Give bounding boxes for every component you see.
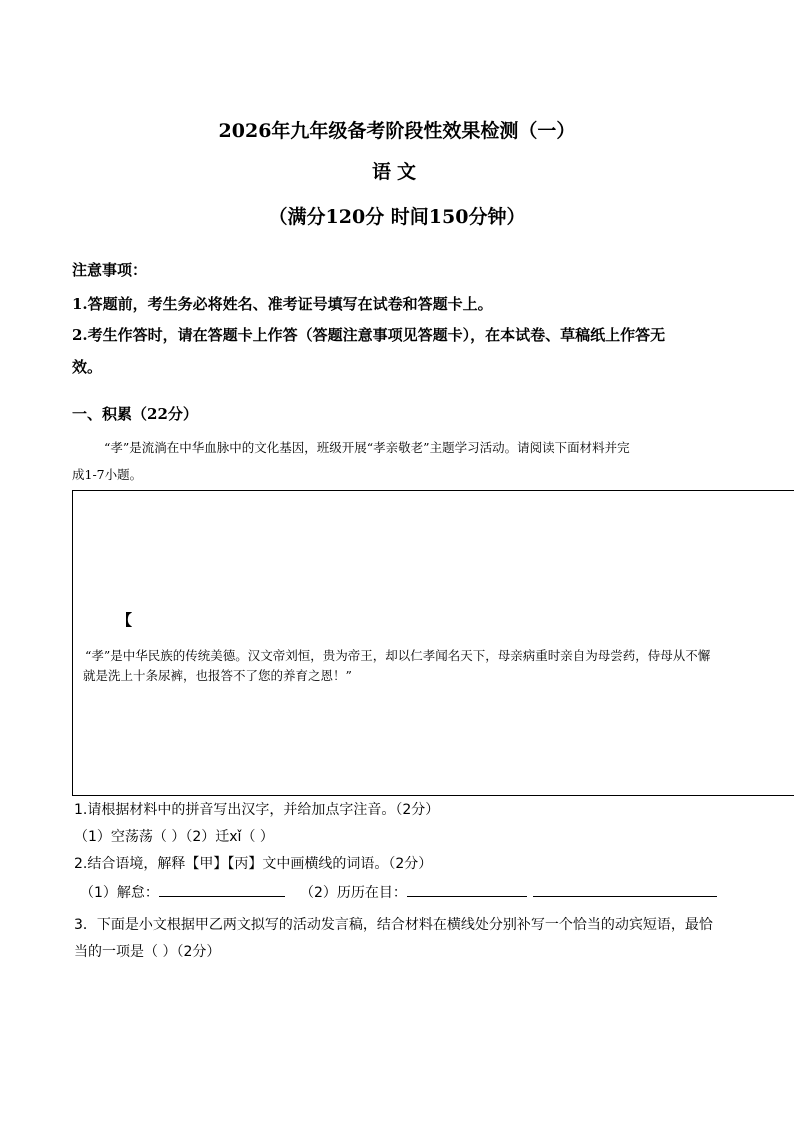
notice-item-1: 1.答题前，考生务必将姓名、准考证号填写在试卷和答题卡上。 — [72, 295, 493, 313]
section-heading: 一、积累（22分） — [72, 405, 198, 423]
notice-heading: 注意事项： — [72, 261, 148, 279]
section-intro: “孝”是流淌在中华血脉中的文化基因，班级开展“孝亲敬老”主题学习活动。请阅读下面材料并完 — [104, 440, 630, 455]
question-3-cont: 当的一项是（ ）（2分） — [74, 944, 221, 960]
subject-title: 语文 — [371, 161, 422, 183]
answer-blank-2[interactable] — [407, 881, 527, 897]
question-1-items: （1）空荡荡（ ）（2）迁xǐ（ ） — [74, 829, 274, 845]
question-3: 3．下面是小文根据甲乙两文拟写的活动发言稿，结合材料在横线处分别补写一个恰当的动宾短语，最恰 — [74, 917, 713, 933]
question-1: 1.请根据材料中的拼音写出汉字，并给加点字注音。（2分） — [74, 802, 440, 818]
notice-item-2-cont: 效。 — [72, 358, 103, 376]
exam-title: 2026年九年级备考阶段性效果检测（一） — [218, 120, 576, 142]
section-intro-cont: 成1-7小题。 — [72, 467, 143, 482]
material-text-line2: 就是洗上十条尿裤，也报答不了您的养育之恩！” — [83, 668, 352, 683]
question-2-item-2 — [300, 881, 717, 902]
notice-item-2: 2.考生作答时，请在答题卡上作答（答题注意事项见答题卡），在本试卷、草稿纸上作答无 — [72, 326, 666, 344]
question-2-item-2-label: （2）历历在目： — [300, 885, 407, 901]
material-bracket: 【 — [117, 611, 133, 629]
answer-blank-3[interactable] — [533, 881, 717, 897]
question-2-item-1 — [80, 881, 285, 902]
material-text-line1: “孝”是中华民族的传统美德。汉文帝刘恒，贵为帝王，却以仁孝闻名天下，母亲病重时亲自为母尝药，侍母从不懈 — [85, 648, 711, 663]
exam-meta: （满分120分 时间150分钟） — [268, 206, 526, 228]
question-2-item-1-label: （1）解怠： — [80, 885, 159, 901]
question-2: 2.结合语境，解释【甲】【丙】文中画横线的词语。（2分） — [74, 856, 433, 872]
answer-blank-1[interactable] — [159, 881, 285, 897]
material-box — [72, 490, 794, 796]
